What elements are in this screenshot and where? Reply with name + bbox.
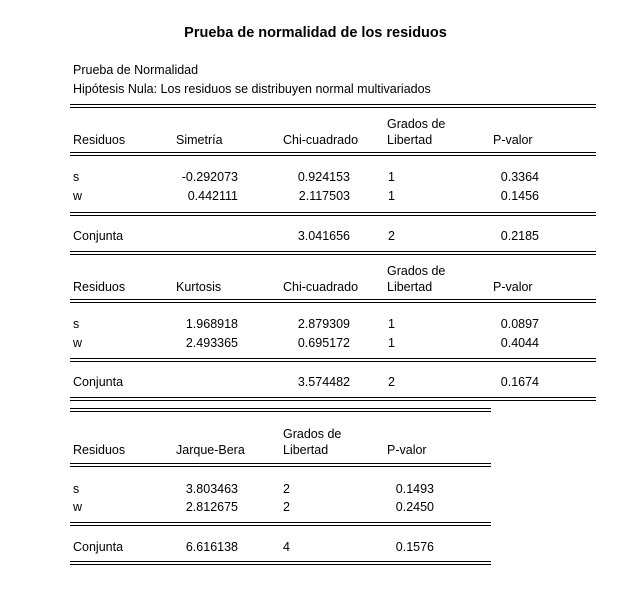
p-value: 0.1456 [500,189,539,203]
table-rule [70,466,491,467]
chi-square-value: 3.574482 [297,375,350,389]
row-residual-name: w [73,336,83,350]
table-rule [70,400,596,401]
column-header-df-line1: Grados de [283,427,342,441]
table-rule [70,212,596,213]
chi-square-value: 2.117503 [298,189,350,203]
chi-square-value: 3.041656 [297,229,350,243]
table-rule [70,525,491,526]
test-name: Prueba de Normalidad [73,63,199,77]
joint-label: Conjunta [73,229,124,243]
table-rule [70,358,596,359]
table-rule [70,104,596,105]
column-header-p-value: P-valor [493,280,533,294]
table-rule [70,302,596,303]
jarque-bera-value: 6.616138 [185,540,238,554]
table-rule [70,411,491,412]
table-rule [70,155,596,156]
row-residual-name: w [73,189,83,203]
table-rule [70,408,491,409]
column-header-skewness: Simetría [176,133,223,147]
chi-square-value: 0.924153 [297,170,350,184]
p-value: 0.1674 [500,375,539,389]
column-header-residuos: Residuos [73,443,126,457]
table-rule [70,107,596,108]
column-header-residuos: Residuos [73,133,126,147]
df-value: 1 [388,189,395,203]
column-header-residuos: Residuos [73,280,126,294]
table-rule [70,397,596,398]
column-header-p-value: P-valor [493,133,533,147]
column-header-df-line2: Libertad [387,133,433,147]
row-residual-name: s [73,482,80,496]
df-value: 1 [388,336,395,350]
page-title: Prueba de normalidad de los residuos [184,25,447,41]
null-hypothesis: Hipótesis Nula: Los residuos se distribuyen normal multivariados [73,82,431,96]
column-header-df-line2: Libertad [283,443,329,457]
skewness-value: -0.292073 [181,170,238,184]
table-rule [70,522,491,523]
joint-label: Conjunta [73,375,124,389]
jarque-bera-value: 2.812675 [185,500,238,514]
df-value: 2 [283,482,290,496]
table-rule [70,361,596,362]
row-residual-name: w [73,500,83,514]
chi-square-value: 2.879309 [297,317,350,331]
skewness-value: 0.442111 [187,189,238,203]
table-rule [70,299,596,300]
df-value: 1 [388,170,395,184]
column-header-p-value: P-valor [387,443,427,457]
df-value: 1 [388,317,395,331]
joint-label: Conjunta [73,540,124,554]
table-rule [70,254,596,255]
jarque-bera-value: 3.803463 [185,482,238,496]
p-value: 0.1493 [395,482,434,496]
row-residual-name: s [73,317,80,331]
df-value: 4 [283,540,290,554]
chi-square-value: 0.695172 [297,336,350,350]
column-header-jarque-bera: Jarque-Bera [176,443,245,457]
table-rule [70,564,491,565]
table-rule [70,561,491,562]
p-value: 0.3364 [500,170,539,184]
table-rule [70,215,596,216]
kurtosis-value: 2.493365 [185,336,238,350]
table-rule [70,152,596,153]
p-value: 0.2185 [500,229,539,243]
kurtosis-value: 1.968918 [185,317,238,331]
column-header-chi-square: Chi-cuadrado [283,280,359,294]
p-value: 0.4044 [500,336,539,350]
df-value: 2 [388,375,395,389]
column-header-df-line2: Libertad [387,280,433,294]
column-header-kurtosis: Kurtosis [176,280,222,294]
p-value: 0.2450 [395,500,434,514]
df-value: 2 [283,500,290,514]
table-rule [70,463,491,464]
row-residual-name: s [73,170,80,184]
p-value: 0.0897 [500,317,539,331]
table-rule [70,251,596,252]
column-header-chi-square: Chi-cuadrado [283,133,359,147]
column-header-df-line1: Grados de [387,264,446,278]
p-value: 0.1576 [395,540,434,554]
df-value: 2 [388,229,395,243]
column-header-df-line1: Grados de [387,117,446,131]
